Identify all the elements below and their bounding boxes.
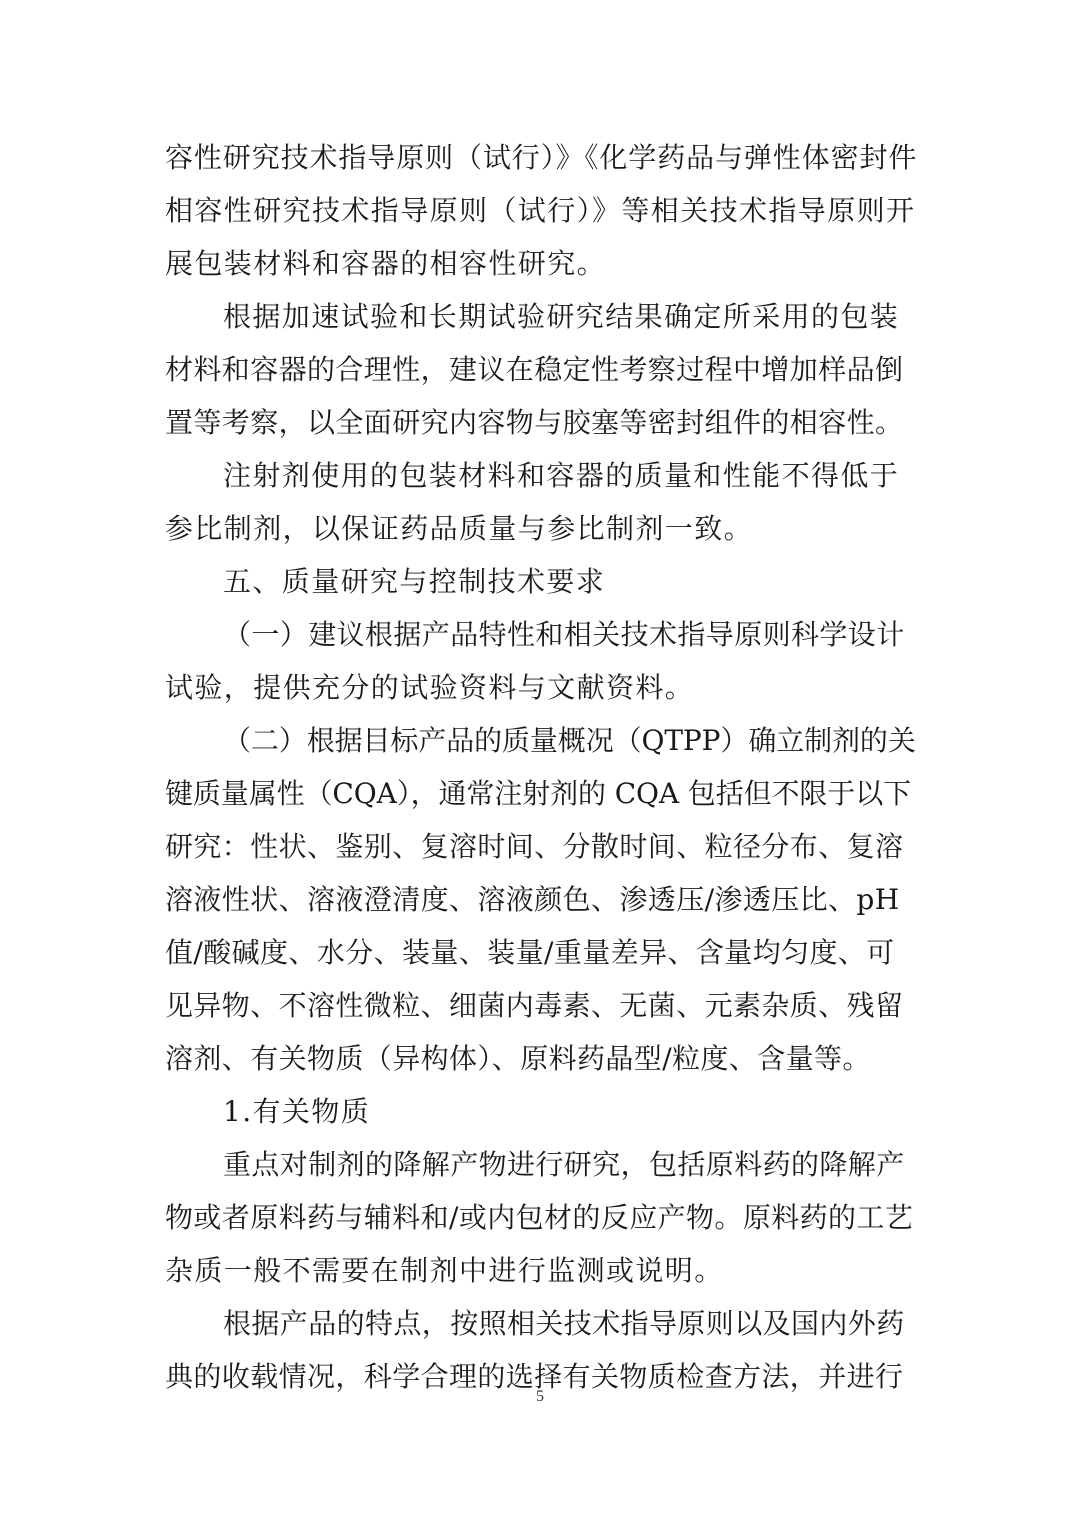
paragraph-line: 容性研究技术指导原则（试行）》《化学药品与弹性体密封件: [165, 141, 918, 174]
paragraph-line: 杂质一般不需要在制剂中进行监测或说明。: [165, 1254, 724, 1287]
paragraph-line: （一）建议根据产品特性和相关技术指导原则科学设计: [223, 618, 905, 651]
paragraph-line: 根据产品的特点，按照相关技术指导原则以及国内外药: [223, 1307, 905, 1340]
paragraph-line: 研究：性状、鉴别、复溶时间、分散时间、粒径分布、复溶: [165, 830, 904, 863]
paragraph-line: 溶剂、有关物质（异构体）、原料药晶型/粒度、含量等。: [165, 1042, 871, 1075]
paragraph-line: 典的收载情况，科学合理的选择有关物质检查方法，并进行: [165, 1360, 904, 1393]
paragraph-line: （二）根据目标产品的质量概况（QTPP）确立制剂的关: [223, 724, 916, 757]
paragraph-line: 参比制剂，以保证药品质量与参比制剂一致。: [165, 512, 754, 545]
paragraph-line: 置等考察，以全面研究内容物与胶塞等密封组件的相容性。: [165, 406, 904, 439]
paragraph-line: 值/酸碱度、水分、装量、装量/重量差异、含量均匀度、可: [165, 936, 895, 969]
paragraph-line: 展包装材料和容器的相容性研究。: [165, 247, 607, 280]
page-number: 5: [536, 1388, 544, 1405]
body-text: [165, 131, 917, 1403]
paragraph-line: 材料和容器的合理性，建议在稳定性考察过程中增加样品倒: [165, 353, 904, 386]
paragraph-line: 试验，提供充分的试验资料与文献资料。: [165, 671, 695, 704]
paragraph-line: 物或者原料药与辅料和/或内包材的反应产物。原料药的工艺: [165, 1201, 914, 1234]
paragraph-line: 相容性研究技术指导原则（试行）》等相关技术指导原则开: [165, 194, 916, 227]
paragraph-line: 见异物、不溶性微粒、细菌内毒素、无菌、元素杂质、残留: [165, 989, 904, 1022]
paragraph-line: 注射剂使用的包装材料和容器的质量和性能不得低于: [223, 459, 900, 492]
paragraph-line: 溶液性状、溶液澄清度、溶液颜色、渗透压/渗透压比、pH: [165, 883, 900, 916]
paragraph-line: 根据加速试验和长期试验研究结果确定所采用的包装: [223, 300, 900, 333]
section-heading: 五、质量研究与控制技术要求: [223, 565, 606, 598]
paragraph-line: 键质量属性（CQA），通常注射剂的 CQA 包括但不限于以下: [165, 777, 912, 810]
subsection-heading: 1.有关物质: [223, 1095, 371, 1128]
paragraph-line: 重点对制剂的降解产物进行研究，包括原料药的降解产: [223, 1148, 905, 1181]
